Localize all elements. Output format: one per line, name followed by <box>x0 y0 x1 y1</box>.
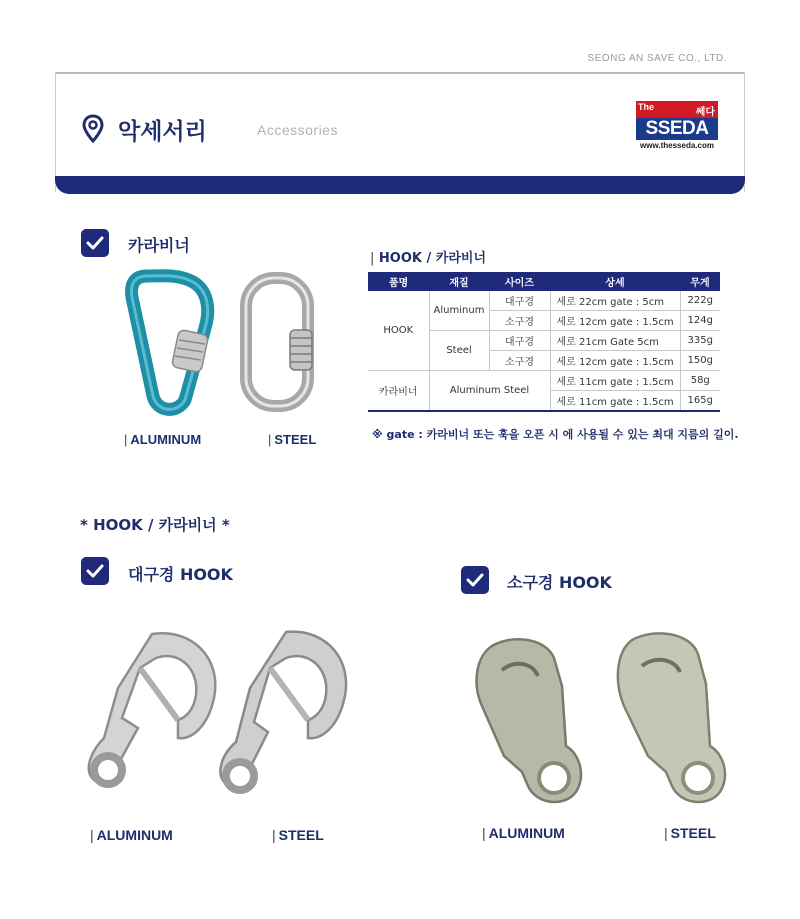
table-cell: 335g <box>680 331 720 351</box>
caption-bar: | <box>272 827 276 843</box>
table-header: 무게 <box>680 272 720 291</box>
caption-bar: | <box>124 432 128 447</box>
checkmark-icon <box>461 566 489 594</box>
caption-text: ALUMINUM <box>130 432 202 447</box>
table-title-text: HOOK / 카라비너 <box>378 251 487 266</box>
logo-url: www.thesseda.com <box>640 141 714 150</box>
table-cell: 카라비너 <box>368 371 429 412</box>
table-header-row <box>368 272 720 291</box>
carabiner-heading: 카라비너 <box>128 236 190 255</box>
spec-table <box>368 272 720 412</box>
small-aluminum-hook-image <box>462 636 592 806</box>
large-hook-heading: 대구경 HOOK <box>128 565 233 584</box>
table-header: 상세 <box>550 272 680 291</box>
table-cell: 소구경 <box>489 311 550 331</box>
table-row <box>368 371 720 391</box>
page-subtitle: Accessories <box>257 122 338 138</box>
large-hook-caption-steel <box>272 827 324 843</box>
small-hook-caption-aluminum <box>482 825 565 841</box>
brand-logo <box>636 101 718 151</box>
small-hook-heading: 소구경 HOOK <box>507 573 612 592</box>
table-cell: 세로 12cm gate : 1.5cm <box>550 311 680 331</box>
table-title <box>370 247 486 266</box>
table-cell: 소구경 <box>489 351 550 371</box>
header-bar <box>55 176 745 194</box>
caption-text: STEEL <box>670 825 716 841</box>
caption-bar: | <box>664 825 668 841</box>
table-cell: Steel <box>429 331 489 371</box>
gate-note: ※ gate : 카라비너 또는 훅을 오픈 시 에 사용될 수 있는 최대 지름의 길이. <box>372 428 739 441</box>
table-cell: 세로 11cm gate : 1.5cm <box>550 391 680 412</box>
carabiner-caption-aluminum <box>124 432 201 447</box>
table-row <box>368 291 720 311</box>
carabiner-caption-steel <box>268 432 316 447</box>
large-steel-hook-image <box>208 626 358 801</box>
table-cell: 165g <box>680 391 720 412</box>
location-pin-icon <box>82 114 104 148</box>
table-header: 품명 <box>368 272 429 291</box>
table-cell: Aluminum Steel <box>429 371 550 412</box>
small-steel-hook-image <box>598 630 738 806</box>
table-cell: 58g <box>680 371 720 391</box>
page-title: 악세서리 <box>118 119 207 145</box>
table-cell: 222g <box>680 291 720 311</box>
small-hook-caption-steel <box>664 825 716 841</box>
logo-korean: 쎄다 <box>695 107 715 118</box>
aluminum-carabiner-image <box>125 268 215 420</box>
caption-text: STEEL <box>278 827 324 843</box>
table-header: 사이즈 <box>489 272 550 291</box>
large-hook-caption-aluminum <box>90 827 173 843</box>
table-header: 재질 <box>429 272 489 291</box>
table-cell: 세로 12cm gate : 1.5cm <box>550 351 680 371</box>
table-cell: 세로 22cm gate : 5cm <box>550 291 680 311</box>
table-cell: HOOK <box>368 291 429 371</box>
table-cell: 세로 11cm gate : 1.5cm <box>550 371 680 391</box>
company-name: SEONG AN SAVE CO., LTD. <box>587 53 727 64</box>
table-cell: 대구경 <box>489 291 550 311</box>
logo-brand: SSEDA <box>636 118 718 140</box>
table-cell: 124g <box>680 311 720 331</box>
table-cell: 세로 21cm Gate 5cm <box>550 331 680 351</box>
table-cell: 대구경 <box>489 331 550 351</box>
caption-text: ALUMINUM <box>488 825 565 841</box>
logo-the: The <box>638 102 655 112</box>
caption-bar: | <box>90 827 94 843</box>
caption-bar: | <box>482 825 486 841</box>
steel-carabiner-image <box>238 272 318 412</box>
hook-heading: * HOOK / 카라비너 * <box>80 516 230 534</box>
caption-bar: | <box>370 251 375 266</box>
checkmark-icon <box>81 229 109 257</box>
table-cell: Aluminum <box>429 291 489 331</box>
table-cell: 150g <box>680 351 720 371</box>
caption-text: STEEL <box>274 432 317 447</box>
checkmark-icon <box>81 557 109 585</box>
caption-text: ALUMINUM <box>96 827 173 843</box>
caption-bar: | <box>268 432 272 447</box>
